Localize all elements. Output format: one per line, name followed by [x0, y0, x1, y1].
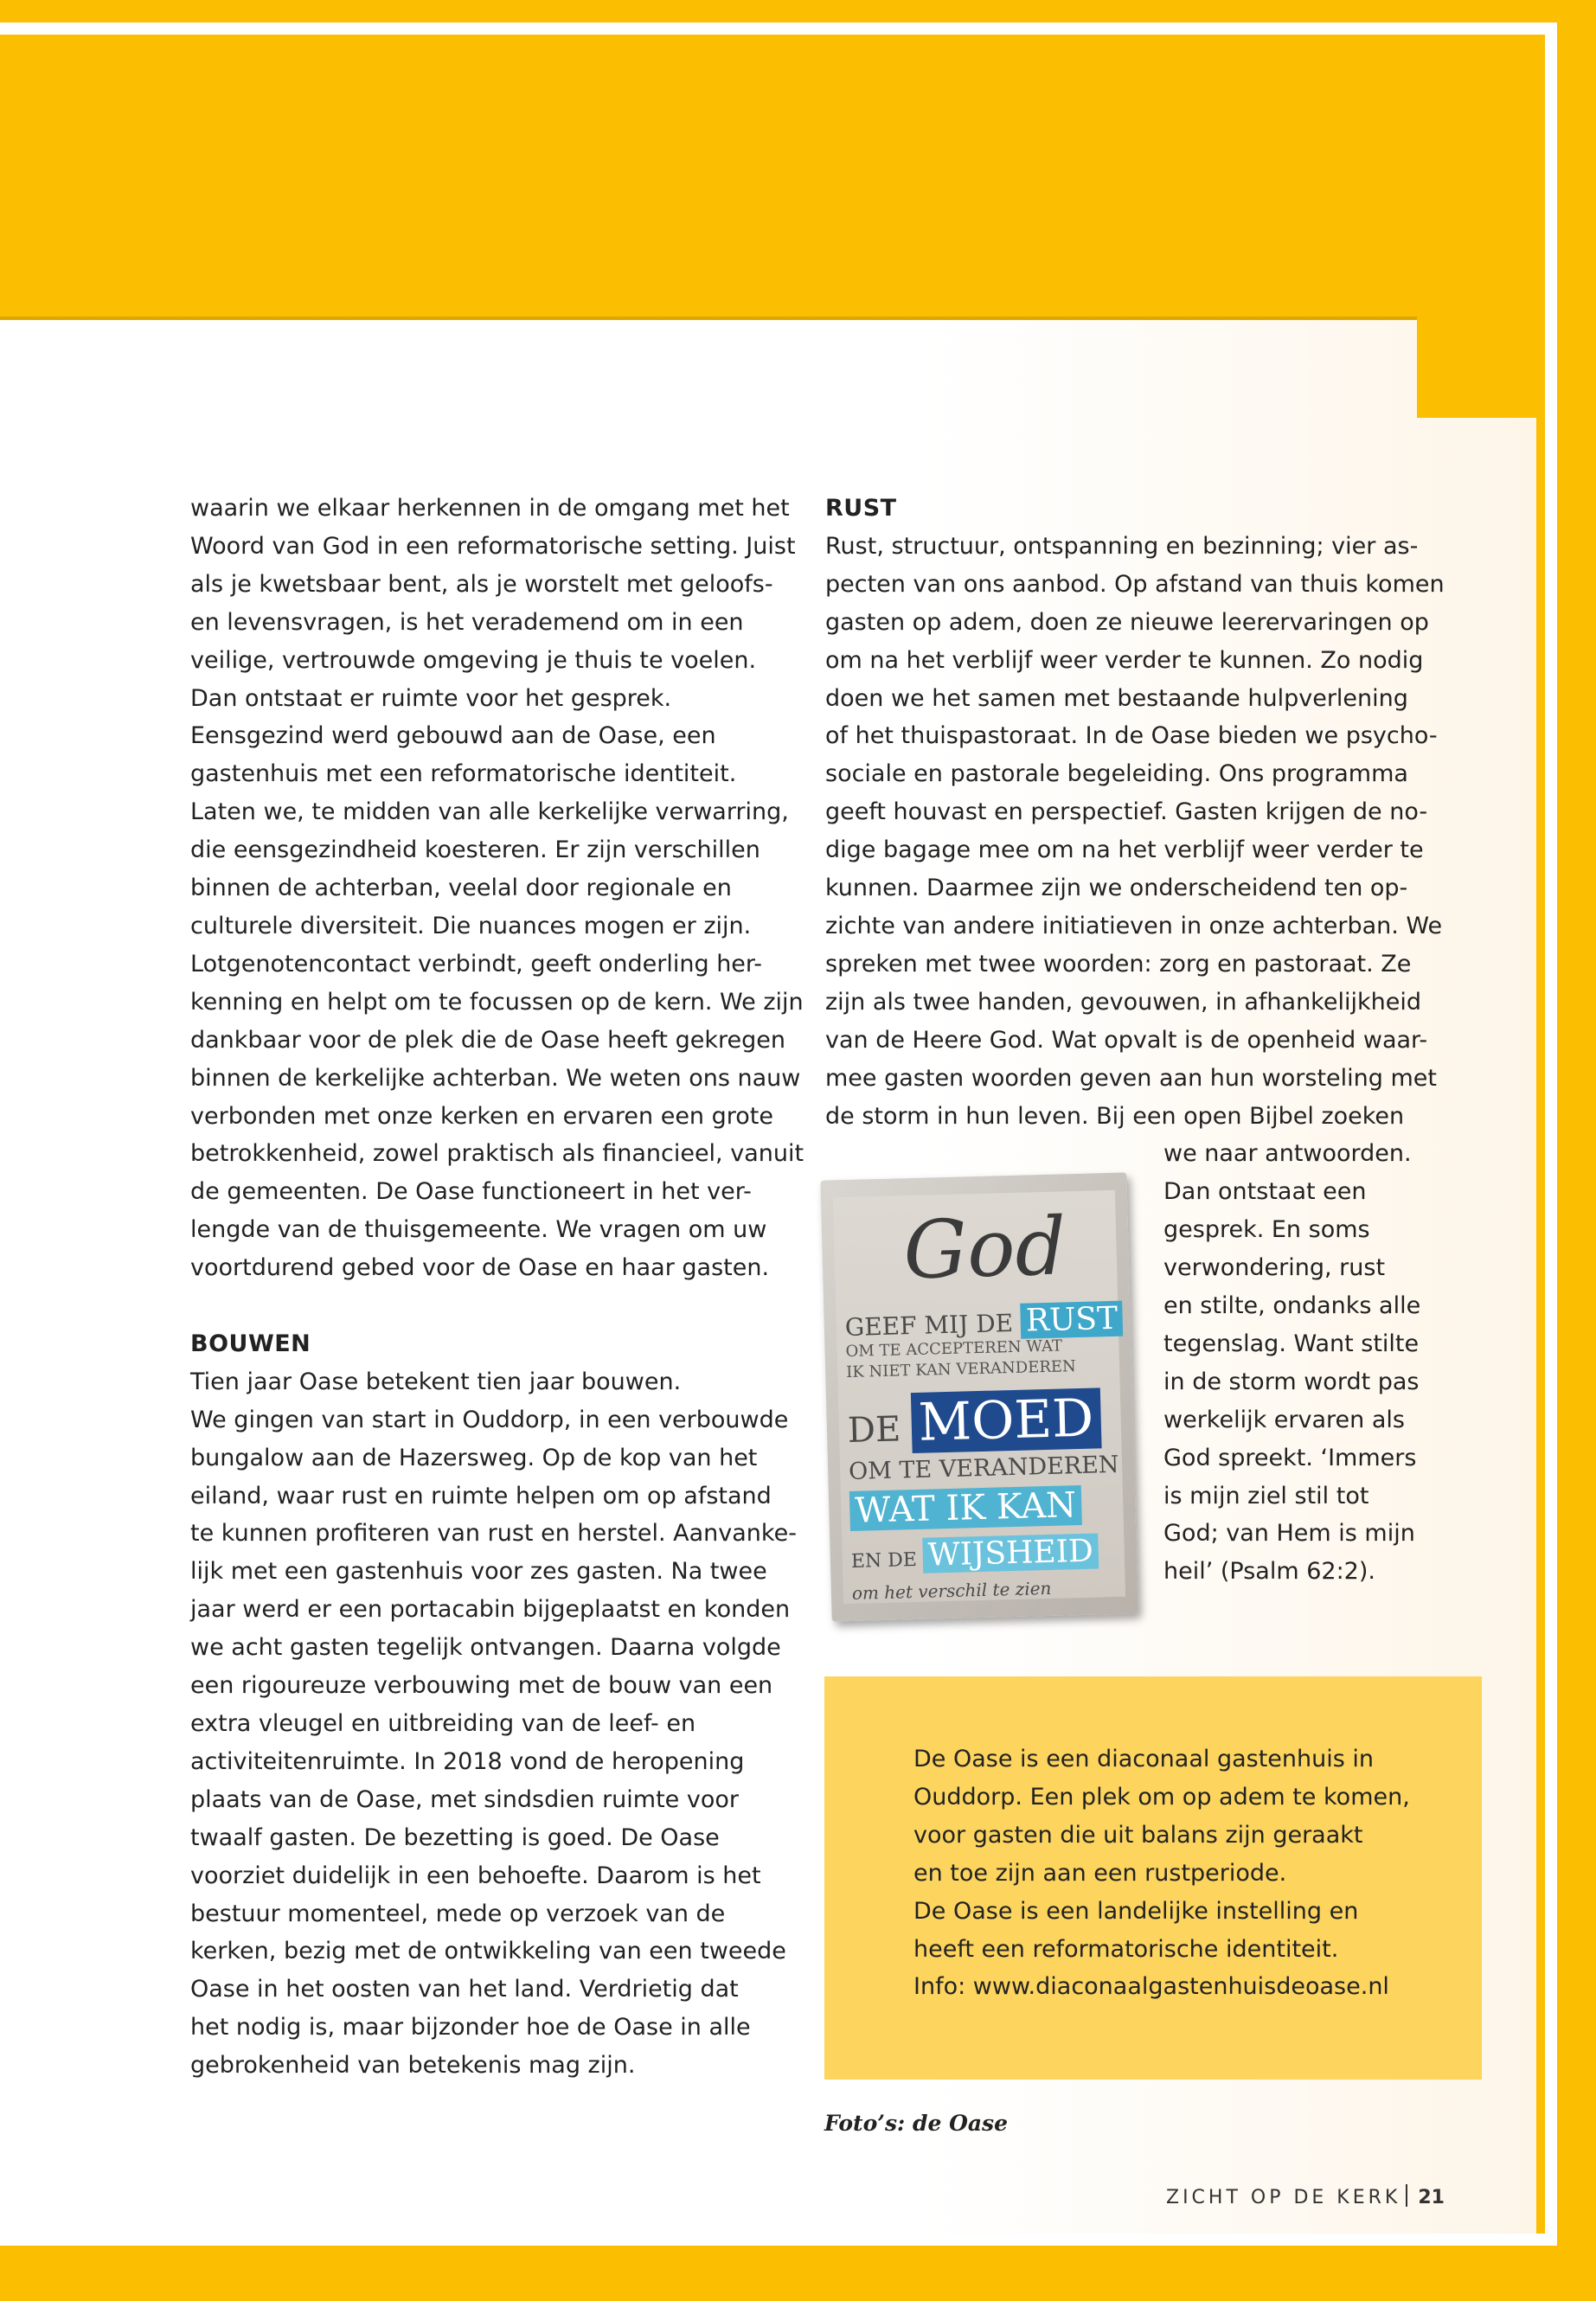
sign-board	[833, 1190, 1125, 1604]
body-line: Eensgezind werd gebouwd aan de Oase, een	[190, 722, 716, 750]
sign-text: EN DE	[850, 1548, 918, 1573]
body-line: die eensgezindheid koesteren. Er zijn verschillen	[190, 836, 760, 864]
body-line: gastenhuis met een reformatorische identiteit.	[190, 760, 737, 788]
body-line: culturele diversiteit. Die nuances mogen er zijn.	[190, 912, 752, 939]
body-line: kenning en helpt om te focussen op de kern. We zijn	[190, 988, 804, 1016]
section-heading-rust: RUST	[825, 495, 897, 522]
photo-credit: Foto’s: de Oase	[824, 2111, 1009, 2136]
body-line: kerken, bezig met de ontwikkeling van een tweede	[190, 1938, 786, 1965]
info-line: voor gasten die uit balans zijn geraakt	[913, 1821, 1363, 1849]
body-line: Dan ontstaat er ruimte voor het gesprek.	[190, 684, 672, 712]
body-line: gasten op adem, doen ze nieuwe leerervaringen op	[825, 608, 1429, 636]
wrap-line: gesprek. En soms	[1163, 1216, 1370, 1244]
body-line: activiteitenruimte. In 2018 vond de heropening	[190, 1747, 745, 1775]
sign-line	[844, 1301, 1123, 1343]
body-line: bestuur momenteel, mede op verzoek van de	[190, 1900, 726, 1927]
body-line: de gemeenten. De Oase functioneert in het ver-	[190, 1178, 752, 1206]
sign-line: IK NIET KAN VERANDEREN	[845, 1357, 1077, 1382]
body-line: betrokkenheid, zowel praktisch als financieel, vanuit	[190, 1140, 804, 1168]
body-line: binnen de achterban, veelal door regionale en	[190, 875, 732, 902]
body-line: binnen de kerkelijke achterban. We weten ons nauw	[190, 1064, 801, 1092]
frame-white-line-right	[1545, 22, 1557, 2246]
sign-line: OM TE ACCEPTEREN WAT	[845, 1336, 1063, 1362]
body-line: een rigoureuze verbouwing met de bouw van een	[190, 1672, 773, 1700]
body-line: we acht gasten tegelijk ontvangen. Daarna volgde	[190, 1634, 781, 1662]
info-line: heeft een reformatorische identiteit.	[913, 1935, 1339, 1963]
body-line: van de Heere God. Wat opvalt is de openheid waar-	[825, 1026, 1428, 1054]
sign-line: OM TE VERANDEREN	[848, 1451, 1119, 1485]
body-line: bungalow aan de Hazersweg. Op de kop van het	[190, 1444, 758, 1471]
body-line: plaats van de Oase, met sindsdien ruimte voor	[190, 1785, 739, 1813]
body-line: Rust, structuur, ontspanning en bezinning; vier as-	[825, 532, 1419, 560]
body-line: en levensvragen, is het verademend om in een	[190, 608, 744, 636]
wrap-line: en stilte, ondanks alle	[1163, 1292, 1421, 1320]
body-line: kunnen. Daarmee zijn we onderscheidend ten op-	[825, 875, 1408, 902]
wrap-line: Dan ontstaat een	[1163, 1178, 1367, 1206]
wrap-line: God spreekt. ‘Immers	[1163, 1444, 1417, 1471]
page-footer	[1166, 2184, 1445, 2208]
sign-highlight: MOED	[911, 1388, 1101, 1453]
body-line: eiland, waar rust en ruimte helpen om op afstand	[190, 1482, 772, 1509]
info-box-text	[913, 1740, 1410, 2006]
sign-text: DE	[847, 1409, 901, 1451]
wrap-line: verwondering, rust	[1163, 1254, 1386, 1282]
info-line: De Oase is een diaconaal gastenhuis in	[913, 1746, 1374, 1772]
body-line: zijn als twee handen, gevouwen, in afhankelijkheid	[825, 988, 1421, 1016]
section-heading-bouwen: BOUWEN	[190, 1330, 311, 1357]
wrap-line: werkelijk ervaren als	[1163, 1406, 1405, 1433]
body-line: verbonden met onze kerken en ervaren een grote	[190, 1102, 773, 1130]
publication-name: ZICHT OP DE KERK	[1166, 2187, 1401, 2208]
body-line: pecten van ons aanbod. Op afstand van thuis komen	[825, 570, 1445, 598]
wrap-line: God; van Hem is mijn	[1163, 1520, 1415, 1548]
info-website-line: Info: www.diaconaalgastenhuisdeoase.nl	[913, 1973, 1389, 2001]
wrap-line: tegenslag. Want stilte	[1163, 1330, 1420, 1357]
body-line: dankbaar voor de plek die de Oase heeft gekregen	[190, 1026, 785, 1054]
info-line: Ouddorp. Een plek om op adem te komen,	[913, 1783, 1410, 1811]
left-column	[190, 490, 804, 2085]
body-line: het nodig is, maar bijzonder hoe de Oase in alle	[190, 2014, 751, 2041]
sign-highlight: RUST	[1020, 1301, 1123, 1339]
body-line: lengde van de thuisgemeente. We vragen om uw	[190, 1216, 767, 1244]
header-yellow-block	[0, 35, 1545, 320]
body-line: voortdurend gebed voor de Oase en haar gasten.	[190, 1254, 770, 1282]
body-line: lijk met een gastenhuis voor zes gasten. Na twee	[190, 1558, 767, 1586]
body-line: de storm in hun leven. Bij een open Bijbel zoeken	[825, 1102, 1405, 1130]
body-line: Lotgenotencontact verbindt, geeft onderling her-	[190, 950, 763, 977]
sign-title: God	[902, 1200, 1067, 1298]
sign-highlight: WIJSHEID	[922, 1533, 1099, 1573]
serenity-sign-photo	[820, 1172, 1138, 1621]
sign-line: WAT IK KAN	[849, 1485, 1082, 1531]
body-line: geeft houvast en perspectief. Gasten krijgen de no-	[825, 798, 1428, 826]
body-line: extra vleugel en uitbreiding van de leef- en	[190, 1709, 696, 1737]
sign-text: GEEF MIJ DE	[844, 1308, 1014, 1343]
wrap-line: in de storm wordt pas	[1163, 1368, 1420, 1395]
body-line: mee gasten woorden geven aan hun worsteling met	[825, 1064, 1437, 1092]
body-line: We gingen van start in Ouddorp, in een verbouwde	[190, 1406, 789, 1433]
body-line: Woord van God in een reformatorische setting. Juist	[190, 532, 796, 560]
body-line: Oase in het oosten van het land. Verdrietig dat	[190, 1976, 739, 2003]
body-line: om na het verblijf weer verder te kunnen. Zo nodig	[825, 646, 1424, 674]
page-number: 21	[1418, 2187, 1445, 2208]
body-line: dige bagage mee om na het verblijf weer verder te	[825, 836, 1424, 864]
body-line: sociale en pastorale begeleiding. Ons programma	[825, 760, 1408, 788]
body-line: spreken met twee woorden: zorg en pastoraat. Ze	[825, 950, 1412, 977]
paragraph-gap	[190, 1287, 796, 1325]
body-line: Tien jaar Oase betekent tien jaar bouwen.	[190, 1368, 682, 1395]
frame-white-line-top	[0, 22, 1557, 35]
body-line: of het thuispastoraat. In de Oase bieden we psycho-	[825, 722, 1438, 750]
body-line: waarin we elkaar herkennen in de omgang met het	[190, 495, 790, 522]
info-line: De Oase is een landelijke instelling en	[913, 1897, 1359, 1925]
wrap-line: we naar antwoorden.	[1163, 1140, 1412, 1168]
paper-corner-notch	[1417, 320, 1536, 418]
body-line: twaalf gasten. De bezetting is goed. De Oase	[190, 1823, 720, 1851]
body-line: veilige, vertrouwde omgeving je thuis te voelen.	[190, 646, 757, 674]
body-line: gebrokenheid van betekenis mag zijn.	[190, 2052, 636, 2080]
wrap-line: is mijn ziel stil tot	[1163, 1482, 1369, 1509]
body-line: Laten we, te midden van alle kerkelijke verwarring,	[190, 798, 789, 826]
body-line: zichte van andere initiatieven in onze achterban. We	[825, 912, 1443, 939]
frame-white-line-bottom	[0, 2234, 1557, 2246]
info-box	[824, 1676, 1482, 2080]
top-frame-band	[0, 0, 1596, 22]
info-line: en toe zijn aan een rustperiode.	[913, 1859, 1287, 1887]
body-line: als je kwetsbaar bent, als je worstelt met geloofs-	[190, 570, 773, 598]
body-line: jaar werd er een portacabin bijgeplaatst en konden	[190, 1596, 791, 1624]
wrap-line: heil’ (Psalm 62:2).	[1163, 1558, 1375, 1586]
sign-line	[850, 1533, 1099, 1574]
sign-line: om het verschil te zien	[851, 1577, 1052, 1604]
body-line: voorziet duidelijk in een behoefte. Daarom is het	[190, 1862, 761, 1889]
sign-line	[847, 1388, 1101, 1455]
body-line: te kunnen profiteren van rust en herstel. Aanvanke-	[190, 1520, 797, 1548]
body-line: doen we het samen met bestaande hulpverlening	[825, 684, 1408, 712]
footer-divider	[1406, 2184, 1407, 2207]
